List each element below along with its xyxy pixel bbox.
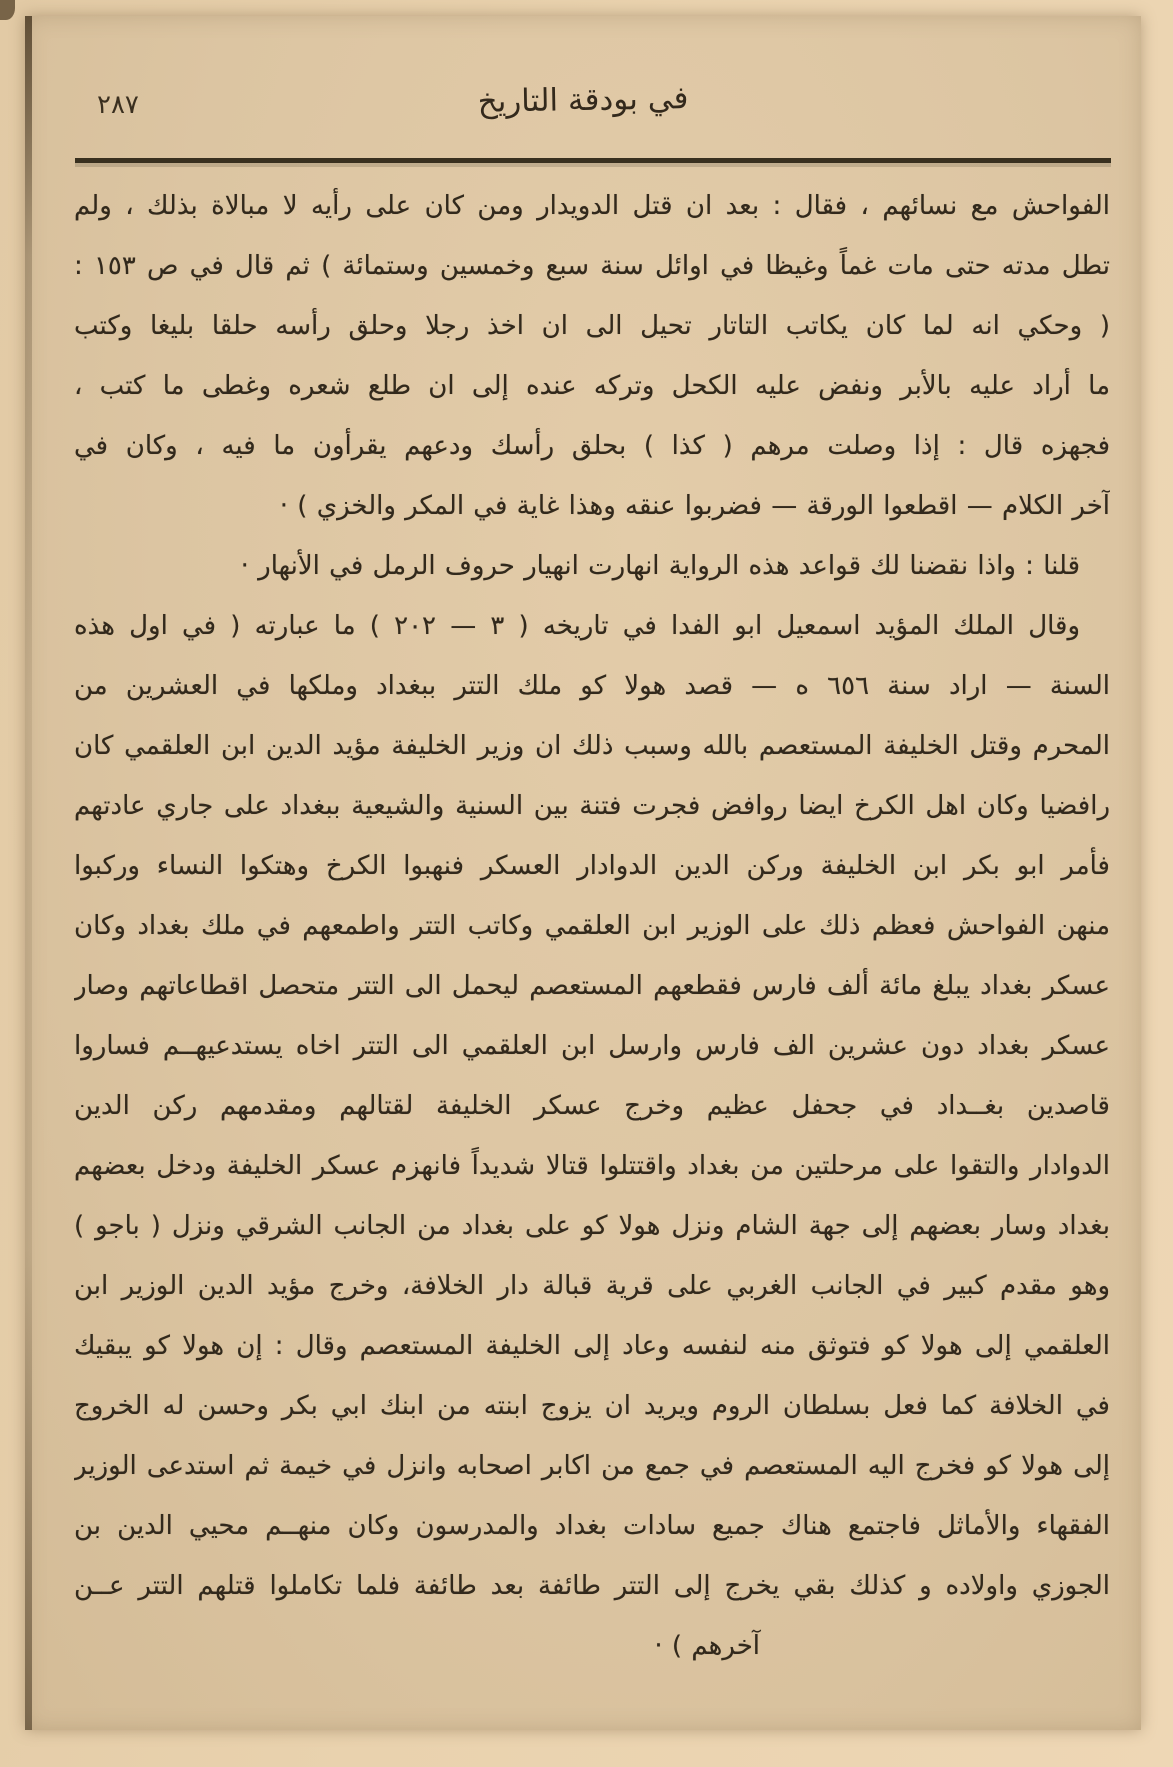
page-number: ٢٨٧: [97, 90, 139, 120]
text-line: فأمر ابو بكر ابن الخليفة وركن الدين الدوادار العسكر فنهبوا الكرخ وهتكوا النساء وركبوا: [74, 851, 1110, 881]
text-line: رافضيا وكان اهل الكرخ ايضا روافض فجرت فتنة بين السنية والشيعية ببغداد على جاري عادتهم: [74, 791, 1110, 821]
text-line: إلى هولا كو فخرج اليه المستعصم في جمع من اكابر اصحابه وانزل في خيمة ثم استدعى الوزير: [74, 1451, 1110, 1481]
text-line: الفواحش مع نسائهم ، فقال : بعد ان قتل الدويدار ومن كان على رأيه لا مبالاة بذلك ، ولم: [74, 191, 1110, 221]
text-line: قلنا : واذا نقضنا لك قواعد هذه الرواية انهارت انهيار حروف الرمل في الأنهار ·: [240, 551, 1080, 581]
text-line: آخر الكلام — اقطعوا الورقة — فضربوا عنقه وهذا غاية في المكر والخزي ) ·: [279, 491, 1110, 521]
text-line: منهن الفواحش فعظم ذلك على الوزير ابن العلقمي وكاتب التتر واطمعهم في ملك بغداد وكان: [74, 911, 1110, 941]
text-line: في الخلافة كما فعل بسلطان الروم ويريد ان يزوج ابنته من ابنك ابي بكر وحسن له الخروج: [74, 1391, 1110, 1421]
binding-gutter-shadow: [25, 16, 32, 1730]
text-line: ما أراد عليه بالأبر ونفض عليه الكحل وتركه عنده إلى ان طلع شعره وغطى ما كتب ،: [74, 371, 1110, 401]
text-line: بغداد وسار بعضهم إلى جهة الشام ونزل هولا كو على بغداد من الجانب الشرقي ونزل ( باجو ): [74, 1211, 1110, 1241]
text-line: الفقهاء والأماثل فاجتمع هناك جميع سادات بغداد والمدرسون وكان منهــم محيي الدين بن: [74, 1511, 1110, 1541]
text-line: ( وحكي انه لما كان يكاتب التاتار تحيل الى ان اخذ رجلا وحلق رأسه حلقا بليغا وكتب: [74, 311, 1110, 341]
text-line: تطل مدته حتى مات غماً وغيظا في اوائل سنة سبع وخمسين وستمائة ) ثم قال في ص ١٥٣ :: [74, 251, 1110, 281]
text-line: العلقمي إلى هولا كو فتوثق منه لنفسه وعاد إلى الخليفة المستعصم وقال : إن هولا كو يبقيك: [74, 1331, 1110, 1361]
text-line: الدوادار والتقوا على مرحلتين من بغداد واقتتلوا قتالا شديداً فانهزم عسكر الخليفة ودخل بعضهم: [74, 1151, 1110, 1181]
scan-corner-artifact: [0, 0, 15, 20]
body-text: [74, 176, 1110, 1676]
text-line: وقال الملك المؤيد اسمعيل ابو الفدا في تاريخه ( ٣ — ٢٠٢ ) ما عبارته ( في اول هذه: [74, 611, 1081, 641]
text-line: آخرهم ) ·: [654, 1631, 760, 1661]
text-line: قاصدين بغــداد في جحفل عظيم وخرج عسكر الخليفة لقتالهم ومقدمهم ركن الدين: [74, 1091, 1110, 1121]
text-line: فجهزه قال : إذا وصلت مرهم ( كذا ) بحلق رأسك ودعهم يقرأون ما فيه ، وكان في: [74, 431, 1110, 461]
running-title: في بودقة التاريخ: [477, 80, 689, 120]
text-line: المحرم وقتل الخليفة المستعصم بالله وسبب ذلك ان وزير الخليفة مؤيد الدين ابن العلقمي كان: [74, 731, 1110, 761]
text-line: وهو مقدم كبير في الجانب الغربي على قرية قبالة دار الخلافة، وخرج مؤيد الدين الوزير ابن: [74, 1271, 1110, 1301]
text-line: عسكر بغداد يبلغ مائة ألف فارس فقطعهم المستعصم ليحمل الى التتر متحصل اقطاعاتهم وصار: [74, 971, 1110, 1001]
text-line: الجوزي واولاده و كذلك بقي يخرج إلى التتر طائفة بعد طائفة فلما تكاملوا قتلهم التتر عــن: [74, 1571, 1110, 1601]
book-page: [25, 16, 1141, 1730]
text-line: عسكر بغداد دون عشرين الف فارس وارسل ابن العلقمي الى التتر اخاه يستدعيهــم فساروا: [74, 1031, 1110, 1061]
header-divider-rule: [75, 158, 1111, 163]
text-line: السنة — اراد سنة ٦٥٦ ه — قصد هولا كو ملك التتر ببغداد وملكها في العشرين من: [74, 671, 1110, 701]
